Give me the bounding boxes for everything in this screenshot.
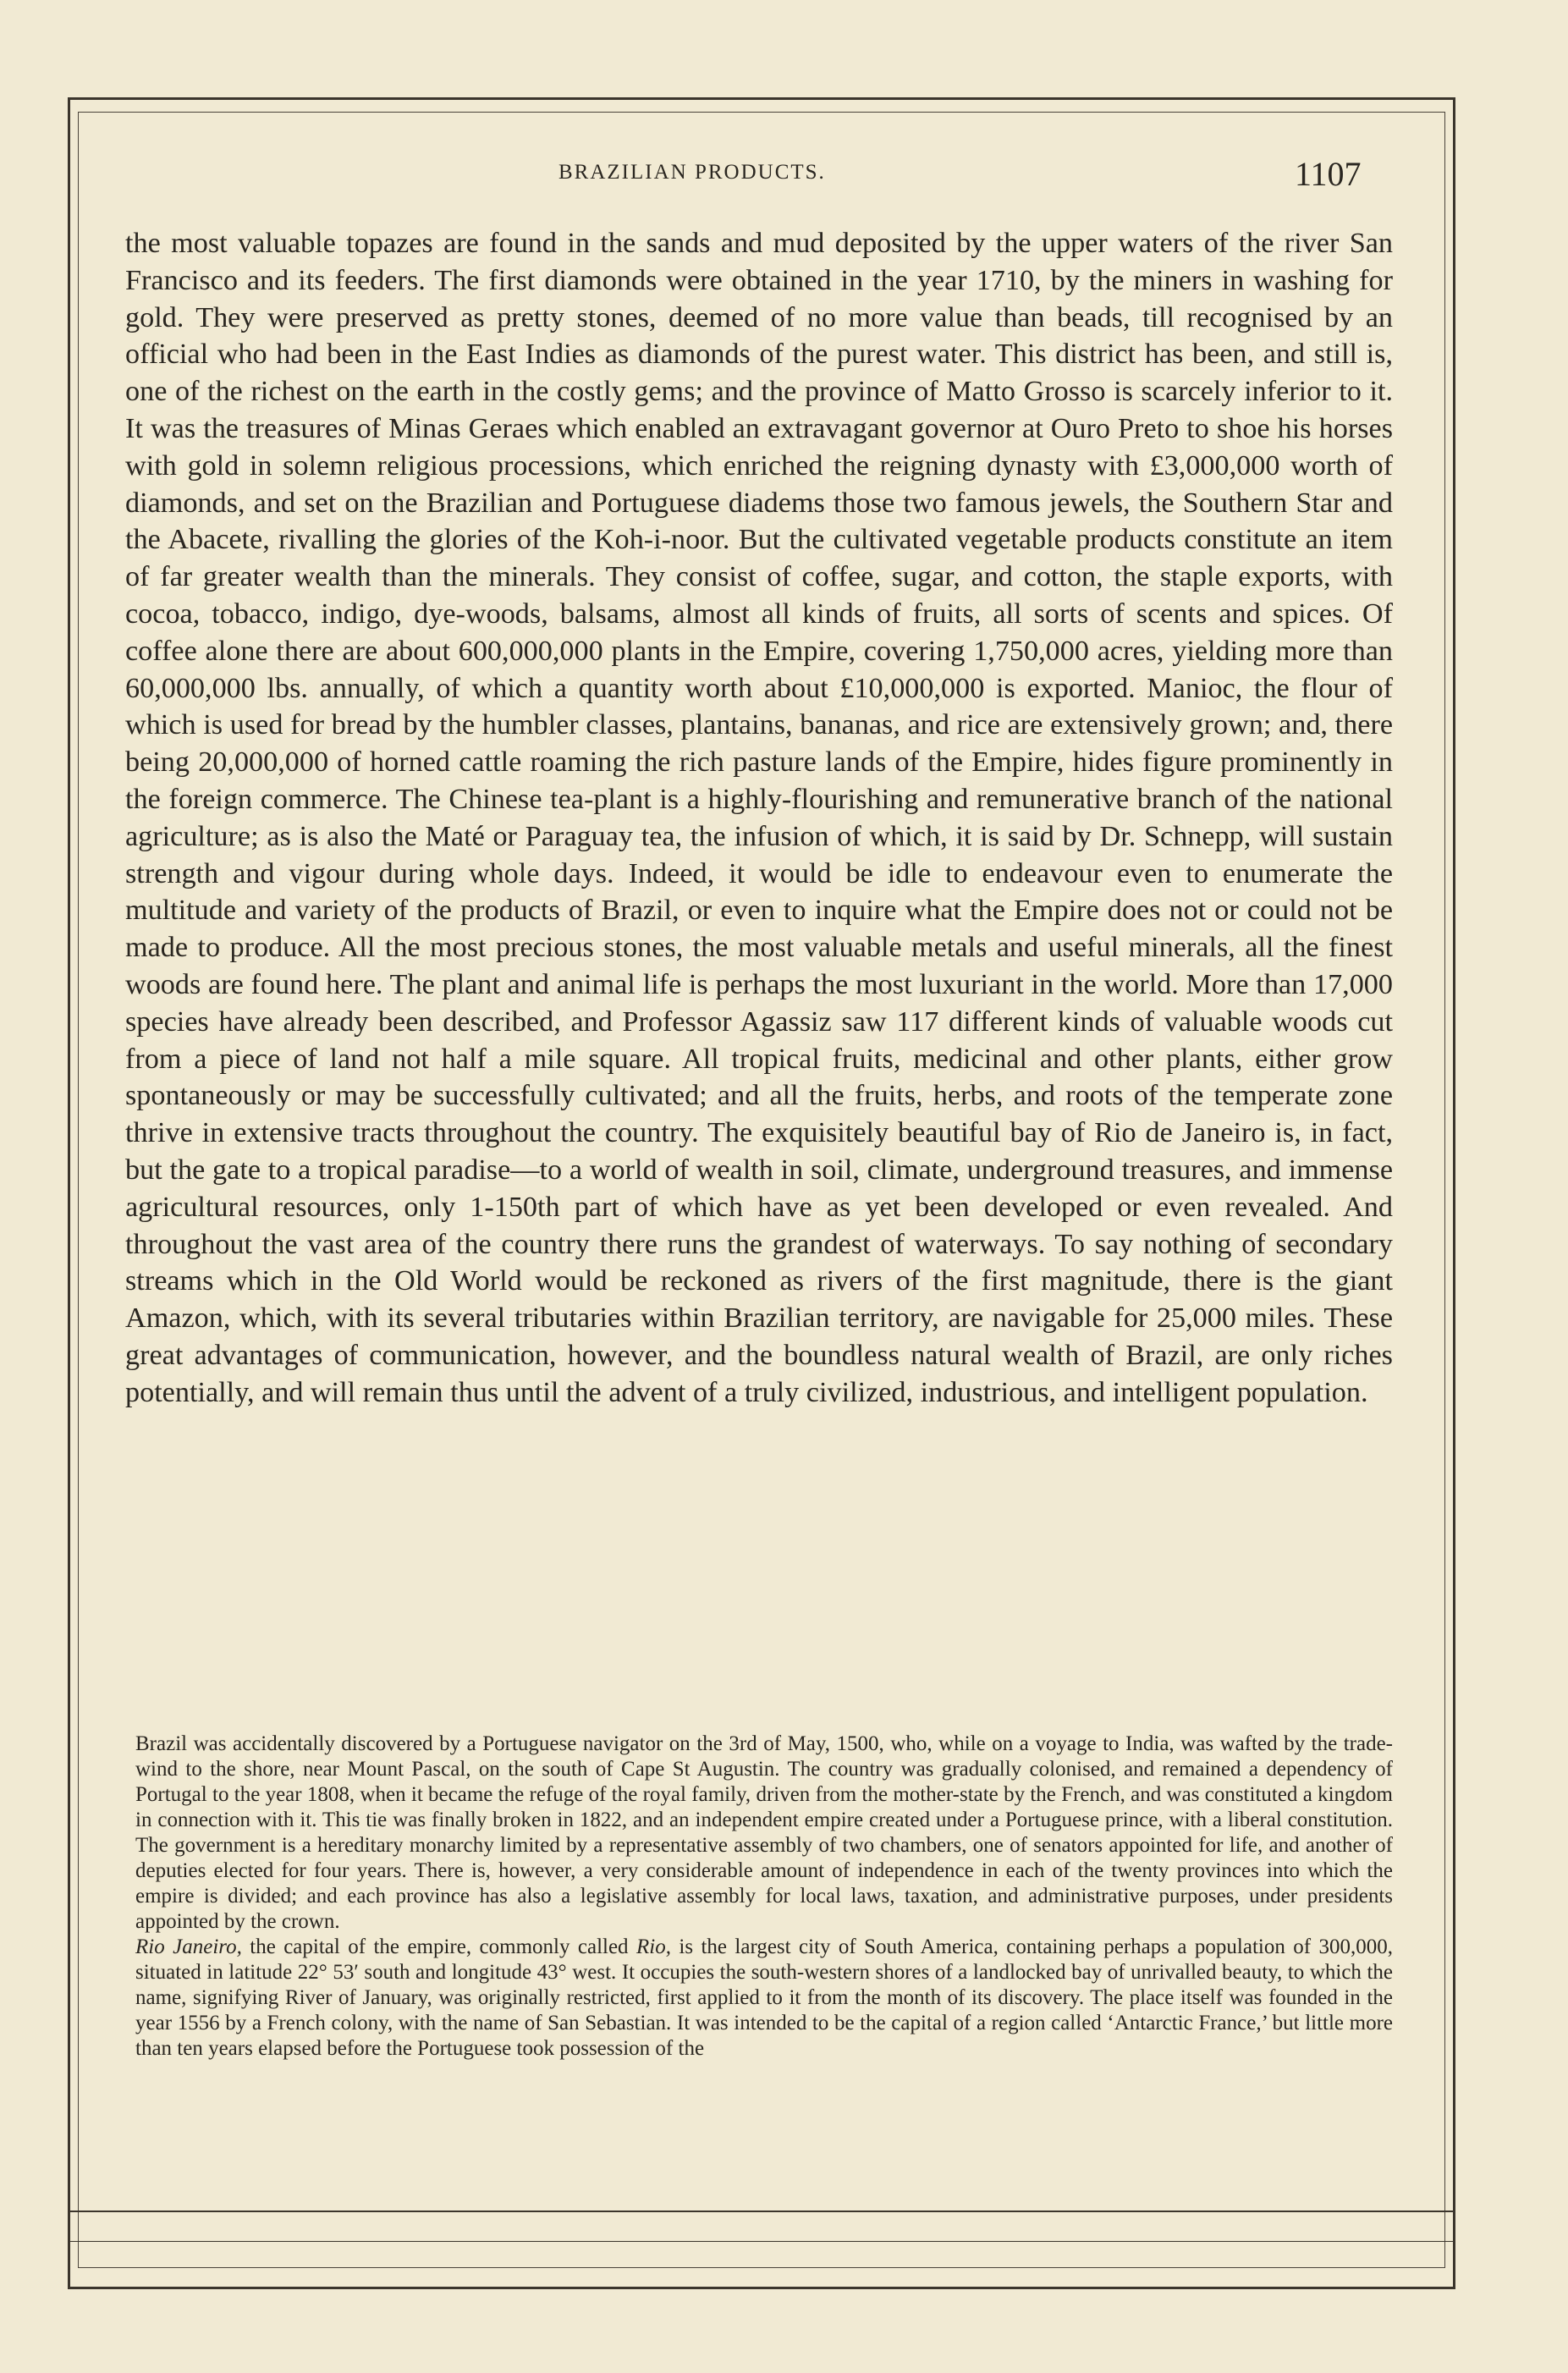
- page-number: 1107: [1295, 155, 1362, 193]
- running-head: BRAZILIAN PRODUCTS.: [558, 161, 826, 184]
- bottom-rule-thick: [69, 2211, 1455, 2212]
- footnote-text-part-a: the capital of the empire, commonly called: [241, 1935, 636, 1958]
- footnote-paragraph-1: Brazil was accidentally discovered by a Portuguese navigator on the 3rd of May, 1500, who, while on a voyage to India, was wafted by the trade-wind to the shore, near Mount Pascal, on the south of Cape St Augustin. The country was gradually colonised, and remained a dependency of Portugal to the year 1808, when it became the refuge of the royal family, driven from the mother-state by the French, and was constituted a kingdom in connection with it. This tie was finally broken in 1822, and an independent empire created under a Portuguese prince, with a liberal constitution. The government is a hereditary monarchy limited by a representative assembly of two chambers, one of senators appointed for life, and another of deputies elected for four years. There is, however, a very considerable amount of independence in each of the twenty provinces into which the empire is divided; and each province has also a legislative assembly for local laws, taxation, and administrative purposes, under presidents appointed by the crown.: [135, 1732, 1393, 1933]
- footnote-paragraph-2: [135, 1935, 1393, 2062]
- footnote-text-part-b: is the largest city of South America, containing perhaps a population of 300,000, situated in latitude 22° 53′ south and longitude 43° west. It occupies the south-western shores of a landlocked bay of unrivalled beauty, to which the name, signifying River of January, was originally restricted, first applied to it from the month of its discovery. The place itself was founded in the year 1556 by a French colony, with the name of San Sebastian. It was intended to be the capital of a region called ‘Antarctic France,’ but little more than ten years elapsed before the Portuguese took possession of the: [135, 1935, 1394, 2060]
- footnotes-block: [135, 1732, 1393, 2062]
- footnote-rio-janeiro-heading: Rio Janeiro,: [135, 1935, 242, 1958]
- main-body-paragraph: the most valuable topazes are found in the sands and mud deposited by the upper waters of the river San Francisco and its feeders. The first diamonds were obtained in the year 1710, by the miners in washing for gold. They were preserved as pretty stones, deemed of no more value than beads, till recognised by an official who had been in the East Indies as diamonds of the purest water. This district has been, and still is, one of the richest on the earth in the costly gems; and the province of Matto Grosso is scarcely inferior to it. It was the treasures of Minas Geraes which enabled an extravagant governor at Ouro Preto to shoe his horses with gold in solemn religious processions, which enriched the reigning dynasty with £3,000,000 worth of diamonds, and set on the Brazilian and Portuguese diadems those two famous jewels, the Southern Star and the Abacete, rivalling the glories of the Koh-i-noor. But the cultivated vegetable products constitute an item of far greater wealth than the minerals. They consist of coffee, sugar, and cotton, the staple exports, with cocoa, tobacco, indigo, dye-woods, balsams, almost all kinds of fruits, all sorts of scents and spices. Of coffee alone there are about 600,000,000 plants in the Empire, covering 1,750,000 acres, yielding more than 60,000,000 lbs. annually, of which a quantity worth about £10,000,000 is exported. Manioc, the flour of which is used for bread by the humbler classes, plantains, bananas, and rice are extensively grown; and, there being 20,000,000 of horned cattle roaming the rich pasture lands of the Empire, hides figure prominently in the foreign commerce. The Chinese tea-plant is a highly-flourishing and remunerative branch of the national agriculture; as is also the Maté or Paraguay tea, the infusion of which, it is said by Dr. Schnepp, will sustain strength and vigour during whole days. Indeed, it would be idle to endeavour even to enumerate the multitude and variety of the products of Brazil, or even to inquire what the Empire does not or could not be made to produce. All the most precious stones, the most valuable metals and useful minerals, all the finest woods are found here. The plant and animal life is perhaps the most luxuriant in the world. More than 17,000 species have already been described, and Professor Agassiz saw 117 different kinds of valuable woods cut from a piece of land not half a mile square. All tropical fruits, medicinal and other plants, either grow spontaneously or may be successfully cultivated; and all the fruits, herbs, and roots of the temperate zone thrive in extensive tracts throughout the country. The exquisitely beautiful bay of Rio de Janeiro is, in fact, but the gate to a tropical paradise—to a world of wealth in soil, climate, underground treasures, and immense agricultural resources, only 1-150th part of which have as yet been developed or even revealed. And throughout the vast area of the country there runs the grandest of waterways. To say nothing of secondary streams which in the Old World would be reckoned as rivers of the first magnitude, there is the giant Amazon, which, with its several tributaries within Brazilian territory, are navigable for 25,000 miles. These great advantages of communication, however, and the boundless natural wealth of Brazil, are only riches potentially, and will remain thus until the advent of a truly civilized, industrious, and intelligent population.: [125, 228, 1393, 1408]
- footnote-rio-italic: Rio,: [635, 1935, 671, 1958]
- bottom-rule-thin: [69, 2241, 1455, 2242]
